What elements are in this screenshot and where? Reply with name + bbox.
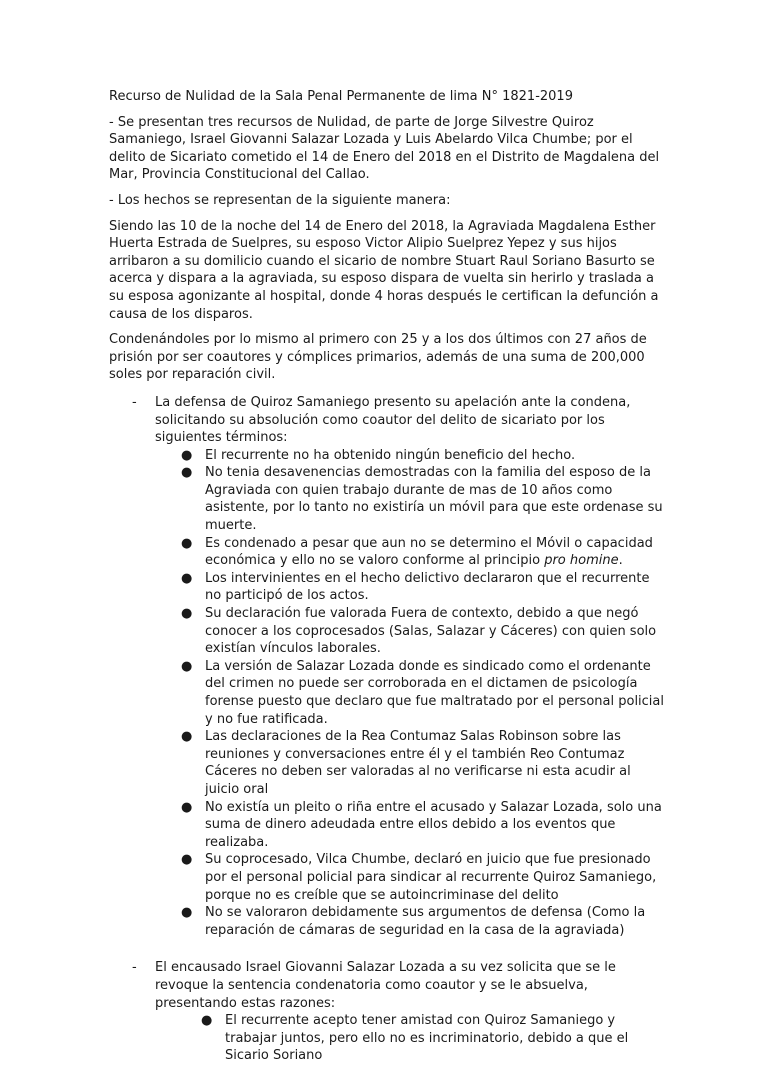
bullet-icon: ● <box>181 799 193 815</box>
bullet-icon: ● <box>181 447 193 463</box>
list-item <box>109 464 664 534</box>
section-intro: La defensa de Quiroz Samaniego presento su apelación ante la condena, solicitando su absolución como coautor del delito de sicariato por los siguientes términos: <box>155 394 631 446</box>
list-item <box>109 728 664 798</box>
paragraph-recursos: - Se presentan tres recursos de Nulidad, de parte de Jorge Silvestre Quiroz Samaniego, Israel Giovanni Salazar Lozada y Luis Abelardo Vilca Chumbe; por el delito de Sicariato cometido el 14 de Enero del 2018 en el Distrito de Magdalena del Mar, Provincia Constitucional del Callao. <box>109 114 660 183</box>
section-salazar-lozada <box>109 959 664 1012</box>
bullet-list-salazar <box>109 1012 664 1065</box>
list-item <box>109 570 664 605</box>
list-item-text: Las declaraciones de la Rea Contumaz Salas Robinson sobre las reuniones y conversaciones entre él y el también Reo Contumaz Cáceres no deben ser valoradas al no verificarse ni esta acudir al juicio oral <box>205 729 631 797</box>
section-spacer <box>109 939 664 959</box>
list-item-text: No se valoraron debidamente sus argumentos de defensa (Como la reparación de cámaras de seguridad en la casa de la agraviada) <box>205 905 646 938</box>
bullet-icon: ● <box>201 1013 213 1029</box>
italic-term: pro homine <box>544 553 619 569</box>
bullet-icon: ● <box>181 905 193 921</box>
document-body <box>109 88 664 1065</box>
bullet-icon: ● <box>181 658 193 674</box>
paragraph-condena: Condenándoles por lo mismo al primero con 25 y a los dos últimos con 27 años de prisión por ser coautores y cómplices primarios, además de una suma de 200,000 soles por reparación civil. <box>109 332 647 383</box>
list-item <box>109 851 664 904</box>
list-item <box>109 447 664 465</box>
list-item-text: El recurrente acepto tener amistad con Quiroz Samaniego y trabajar juntos, pero ello no es incriminatorio, debido a que el Sicario Soriano <box>225 1013 629 1064</box>
bullet-icon: ● <box>181 465 193 481</box>
list-item-text: Su declaración fue valorada Fuera de contexto, debido a que negó conocer a los coprocesados (Salas, Salazar y Cáceres) con quien solo existían vínculos laborales. <box>205 606 657 657</box>
section-intro: El encausado Israel Giovanni Salazar Lozada a su vez solicita que se le revoque la sentencia condenatoria como coautor y se le absuelva, presentando estas razones: <box>155 960 616 1011</box>
paragraph-hechos-intro: - Los hechos se representan de la siguiente manera: <box>109 192 451 208</box>
list-item-text: La versión de Salazar Lozada donde es sindicado como el ordenante del crimen no puede ser corroborada en el dictamen de psicología forense puesto que declaro que fue maltratado por el personal policial y no fue ratificada. <box>205 658 664 727</box>
dash-marker: - <box>132 960 137 976</box>
list-item <box>109 1012 664 1065</box>
list-item-text: No tenia desavenencias demostradas con la familia del esposo de la Agraviada con quien trabajo durante de mas de 10 años como asistente, por lo tanto no existiría un móvil para que este ordenase su muerte. <box>205 465 663 534</box>
dash-marker: - <box>132 394 137 410</box>
bullet-icon: ● <box>181 729 193 745</box>
list-item <box>109 799 664 852</box>
bullet-icon: ● <box>181 852 193 868</box>
list-item <box>109 535 664 570</box>
bullet-icon: ● <box>181 570 193 586</box>
list-item <box>109 658 664 728</box>
bullet-icon: ● <box>181 606 193 622</box>
bullet-icon: ● <box>181 535 193 551</box>
bullet-list-quiroz <box>109 447 664 940</box>
italic-suffix: . <box>618 553 623 569</box>
list-item-text: Su coprocesado, Vilca Chumbe, declaró en juicio que fue presionado por el personal policial para sindicar al recurrente Quiroz Samaniego, porque no es creíble que se autoincriminase del delito <box>205 852 657 903</box>
paragraph-hechos: Siendo las 10 de la noche del 14 de Enero del 2018, la Agraviada Magdalena Esther Huerta Estrada de Suelpres, su esposo Victor Alipio Suelprez Yepez y sus hijos arribaron a su domilicio cuando el sicario de nombre Stuart Raul Soriano Basurto se acerca y dispara a la agraviada, su esposo dispara de vuelta sin herirlo y traslada a su esposa agonizante al hospital, donde 4 horas después le certifican la defunción a causa de los disparos. <box>109 218 659 322</box>
list-item-text: Los intervinientes en el hecho delictivo declararon que el recurrente no participó de los actos. <box>205 570 650 604</box>
document-title: Recurso de Nulidad de la Sala Penal Permanente de lima N° 1821-2019 <box>109 89 573 104</box>
section-quiroz-samaniego <box>109 394 664 447</box>
list-item <box>109 904 664 939</box>
list-item-text: El recurrente no ha obtenido ningún beneficio del hecho. <box>205 447 576 463</box>
list-item-text: No existía un pleito o riña entre el acusado y Salazar Lozada, solo una suma de dinero adeudada entre ellos debido a los eventos que realizaba. <box>205 799 662 850</box>
list-item-text: Es condenado a pesar que aun no se determino el Móvil o capacidad económica y ello no se valoro conforme al principio <box>205 535 653 569</box>
list-item <box>109 605 664 658</box>
